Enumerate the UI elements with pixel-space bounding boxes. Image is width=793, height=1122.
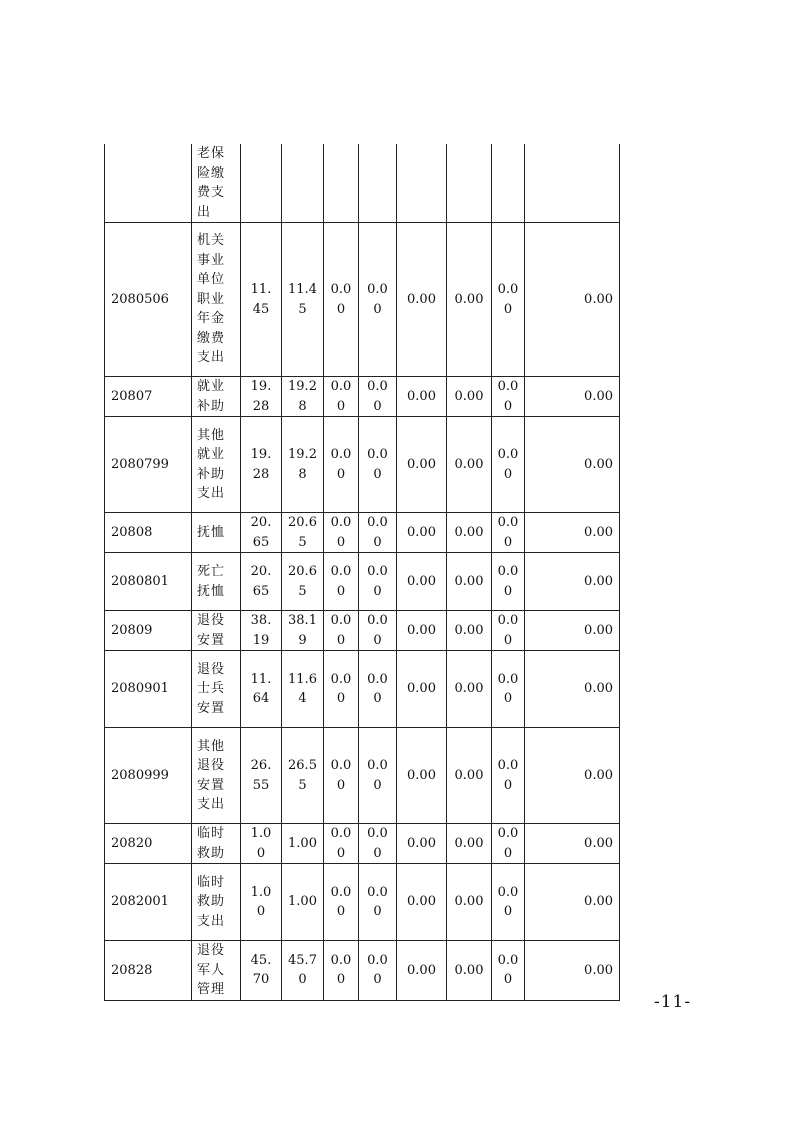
subject-name-cell: 就业补助: [192, 377, 241, 417]
amount-cell: 0.00: [492, 223, 525, 377]
amount-cell: 0.00: [359, 941, 397, 1001]
amount-cell: 0.00: [359, 728, 397, 824]
amount-cell: 0.00: [525, 377, 620, 417]
table-row: [105, 728, 620, 824]
amount-cell: 0.00: [324, 223, 359, 377]
amount-cell: 0.00: [324, 553, 359, 611]
amount-cell: 0.00: [359, 864, 397, 941]
amount-cell: 38.19: [282, 611, 324, 651]
amount-cell: 11.64: [282, 651, 324, 728]
amount-cell: 11.64: [241, 651, 282, 728]
amount-cell: 19.28: [241, 377, 282, 417]
subject-code-cell: 2080999: [105, 728, 192, 824]
page-number: -11-: [654, 992, 692, 1012]
amount-cell: 0.00: [525, 611, 620, 651]
amount-cell: 0.00: [447, 728, 492, 824]
subject-code-cell: 20808: [105, 513, 192, 553]
amount-cell: 20.65: [282, 553, 324, 611]
amount-cell: 19.28: [282, 377, 324, 417]
amount-cell: 20.65: [241, 553, 282, 611]
subject-code-cell: 20820: [105, 824, 192, 864]
subject-name-cell: 死亡抚恤: [192, 553, 241, 611]
amount-cell: 11.45: [282, 223, 324, 377]
amount-cell: 0.00: [525, 223, 620, 377]
amount-cell: 0.00: [397, 513, 447, 553]
amount-cell: 0.00: [397, 651, 447, 728]
amount-cell: 0.00: [492, 611, 525, 651]
amount-cell: 0.00: [525, 553, 620, 611]
amount-cell: 0.00: [359, 824, 397, 864]
amount-cell: 0.00: [492, 728, 525, 824]
amount-cell: [359, 144, 397, 223]
subject-code-cell: 20809: [105, 611, 192, 651]
subject-code-cell: 2080799: [105, 417, 192, 513]
amount-cell: 0.00: [447, 864, 492, 941]
amount-cell: 0.00: [324, 377, 359, 417]
amount-cell: 45.70: [282, 941, 324, 1001]
amount-cell: 0.00: [397, 611, 447, 651]
amount-cell: 0.00: [447, 417, 492, 513]
amount-cell: 0.00: [447, 824, 492, 864]
table-row: [105, 651, 620, 728]
amount-cell: 0.00: [324, 651, 359, 728]
amount-cell: 1.00: [282, 864, 324, 941]
subject-name-cell: 机关事业单位职业年金缴费支出: [192, 223, 241, 377]
amount-cell: 0.00: [492, 651, 525, 728]
amount-cell: 0.00: [447, 223, 492, 377]
amount-cell: 0.00: [359, 223, 397, 377]
amount-cell: 0.00: [492, 824, 525, 864]
amount-cell: 0.00: [447, 553, 492, 611]
amount-cell: 0.00: [397, 941, 447, 1001]
amount-cell: 1.00: [282, 824, 324, 864]
amount-cell: 0.00: [397, 223, 447, 377]
subject-code-cell: [105, 144, 192, 223]
subject-name-cell: 临时救助: [192, 824, 241, 864]
amount-cell: 0.00: [447, 513, 492, 553]
subject-code-cell: 2080901: [105, 651, 192, 728]
subject-name-cell: 其他退役安置支出: [192, 728, 241, 824]
amount-cell: 0.00: [525, 864, 620, 941]
amount-cell: 0.00: [492, 941, 525, 1001]
amount-cell: 1.00: [241, 864, 282, 941]
amount-cell: 0.00: [324, 824, 359, 864]
subject-name-cell: 老保险缴费支出: [192, 144, 241, 223]
subject-name-cell: 退役士兵安置: [192, 651, 241, 728]
amount-cell: 0.00: [397, 864, 447, 941]
amount-cell: 0.00: [492, 864, 525, 941]
subject-name-cell: 退役军人管理: [192, 941, 241, 1001]
amount-cell: 0.00: [525, 417, 620, 513]
subject-name-cell: 其他就业补助支出: [192, 417, 241, 513]
amount-cell: 0.00: [397, 553, 447, 611]
amount-cell: 1.00: [241, 824, 282, 864]
amount-cell: [282, 144, 324, 223]
amount-cell: 0.00: [397, 377, 447, 417]
amount-cell: 0.00: [447, 611, 492, 651]
amount-cell: 0.00: [359, 553, 397, 611]
amount-cell: 19.28: [241, 417, 282, 513]
amount-cell: 0.00: [324, 941, 359, 1001]
amount-cell: 0.00: [324, 864, 359, 941]
amount-cell: 0.00: [447, 651, 492, 728]
amount-cell: 26.55: [282, 728, 324, 824]
table-row: [105, 513, 620, 553]
amount-cell: 0.00: [359, 417, 397, 513]
table-row: [105, 553, 620, 611]
amount-cell: 11.45: [241, 223, 282, 377]
amount-cell: 0.00: [324, 513, 359, 553]
amount-cell: 0.00: [525, 728, 620, 824]
table-row: [105, 941, 620, 1001]
table-row: [105, 824, 620, 864]
amount-cell: 0.00: [525, 513, 620, 553]
amount-cell: [525, 144, 620, 223]
amount-cell: 0.00: [359, 611, 397, 651]
subject-code-cell: 2080801: [105, 553, 192, 611]
subject-code-cell: 2080506: [105, 223, 192, 377]
amount-cell: 20.65: [241, 513, 282, 553]
amount-cell: [397, 144, 447, 223]
amount-cell: [324, 144, 359, 223]
amount-cell: 0.00: [492, 377, 525, 417]
subject-code-cell: 20807: [105, 377, 192, 417]
amount-cell: 0.00: [447, 941, 492, 1001]
amount-cell: 0.00: [324, 611, 359, 651]
table-row: [105, 377, 620, 417]
amount-cell: 0.00: [397, 824, 447, 864]
amount-cell: 26.55: [241, 728, 282, 824]
table-row: [105, 611, 620, 651]
amount-cell: [492, 144, 525, 223]
amount-cell: 45.70: [241, 941, 282, 1001]
amount-cell: 0.00: [525, 941, 620, 1001]
amount-cell: 0.00: [397, 728, 447, 824]
subject-name-cell: 退役安置: [192, 611, 241, 651]
amount-cell: [447, 144, 492, 223]
amount-cell: 38.19: [241, 611, 282, 651]
amount-cell: 0.00: [359, 513, 397, 553]
subject-name-cell: 抚恤: [192, 513, 241, 553]
amount-cell: 19.28: [282, 417, 324, 513]
amount-cell: 0.00: [324, 728, 359, 824]
amount-cell: 0.00: [492, 417, 525, 513]
budget-table: [104, 144, 620, 1001]
amount-cell: 0.00: [492, 513, 525, 553]
amount-cell: 0.00: [447, 377, 492, 417]
amount-cell: [241, 144, 282, 223]
subject-code-cell: 20828: [105, 941, 192, 1001]
subject-code-cell: 2082001: [105, 864, 192, 941]
amount-cell: 0.00: [359, 651, 397, 728]
table-row: [105, 864, 620, 941]
amount-cell: 0.00: [359, 377, 397, 417]
amount-cell: 0.00: [525, 651, 620, 728]
table-row: [105, 223, 620, 377]
amount-cell: 0.00: [397, 417, 447, 513]
amount-cell: 0.00: [324, 417, 359, 513]
amount-cell: 0.00: [525, 824, 620, 864]
table-body: [105, 144, 620, 1000]
table-row: [105, 144, 620, 223]
subject-name-cell: 临时救助支出: [192, 864, 241, 941]
amount-cell: 0.00: [492, 553, 525, 611]
amount-cell: 20.65: [282, 513, 324, 553]
table-row: [105, 417, 620, 513]
